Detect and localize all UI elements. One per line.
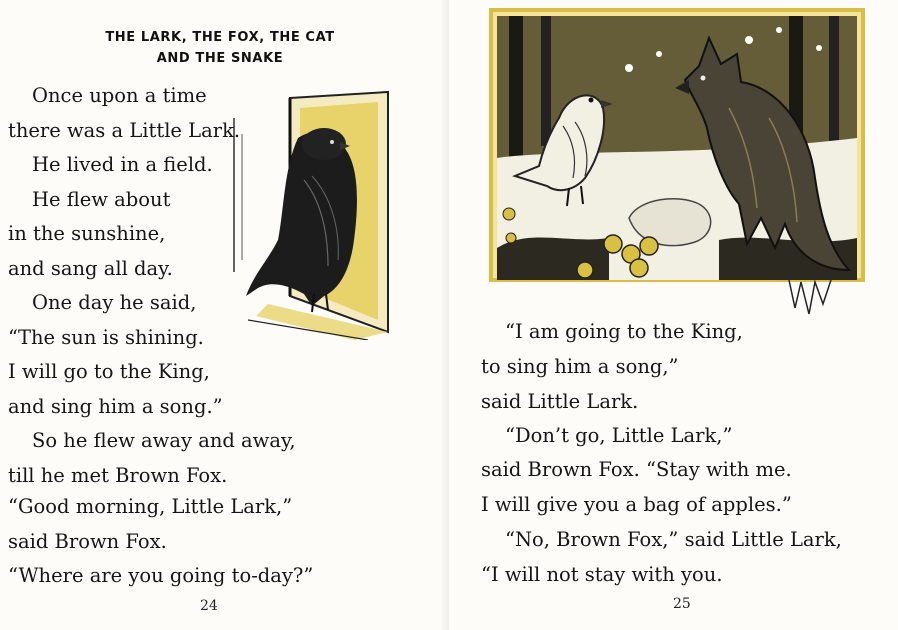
story-title-line-2: AND THE SNAKE <box>156 51 284 66</box>
text-line: and sing him a song.” <box>8 395 223 418</box>
text-line: He lived in a field. <box>32 153 213 176</box>
text-line: and sang all day. <box>8 257 173 280</box>
text-line: “Where are you going to-day?” <box>8 564 314 587</box>
text-line: there was a Little Lark. <box>8 119 241 142</box>
text-line: “No, Brown Fox,” said Little Lark, <box>505 528 842 551</box>
text-line: “The sun is shining. <box>8 326 204 349</box>
text-line: “Don’t go, Little Lark,” <box>505 424 733 447</box>
text-line: Once upon a time <box>32 84 207 107</box>
text-line: “Good morning, Little Lark,” <box>8 495 293 518</box>
text-line: “I am going to the King, <box>505 320 743 343</box>
text-line: So he flew away and away, <box>32 429 296 452</box>
right-page <box>449 0 898 630</box>
text-line: in the sunshine, <box>8 222 166 245</box>
page-number: 25 <box>673 596 691 612</box>
lark-and-fox-illustration <box>489 8 865 320</box>
text-line: said Brown Fox. <box>8 530 167 553</box>
text-line: He flew about <box>32 188 171 211</box>
text-line: I will go to the King, <box>8 360 210 383</box>
lark-at-door-illustration <box>228 90 390 340</box>
text-line: said Little Lark. <box>481 390 639 413</box>
text-line: said Brown Fox. “Stay with me. <box>481 458 792 481</box>
text-line: “I will not stay with you. <box>481 563 723 586</box>
text-line: till he met Brown Fox. <box>8 464 228 487</box>
story-title-line-1: THE LARK, THE FOX, THE CAT <box>105 30 335 45</box>
page-number: 24 <box>200 598 218 614</box>
text-line: I will give you a bag of apples.” <box>481 493 792 516</box>
text-line: to sing him a song,” <box>481 355 679 378</box>
text-line: One day he said, <box>32 291 197 314</box>
